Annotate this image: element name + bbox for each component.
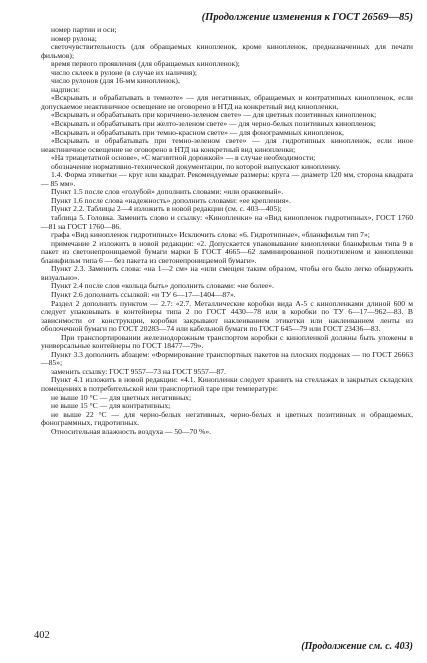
- page-number: 402: [34, 630, 50, 641]
- text-line: номер партии и оси;: [51, 25, 117, 34]
- text-line: Пункт 2.6 дополнить ссылкой: «и ТУ 6—17—1404—87».: [51, 289, 236, 299]
- text-line: графа «Вид кинопленок гидротипных» Исключить слова: «6. Гидротипные», «бланкфильм тип 7»;: [51, 230, 370, 240]
- text-line: число склеек в рулоне (в случае их наличия);: [51, 67, 198, 77]
- text-line: «Вскрывать и обрабатывать при темно-зеленом свете» — для гидротипных кинопленок, если иное неактиничное освещение не оговорено в НТД на конкретный вид кинопленки;: [41, 136, 413, 154]
- text-line: Пункт 4.1 изложить в новой редакции: «4.1. Кинопленки следует хранить на стеллажах в закрытых складских помещениях в потребительской или транспортной таре при температуре:: [41, 375, 413, 393]
- text-line: Пункт 1.5 после слов «голубой» дополнить словами: «или оранжевый».: [51, 187, 284, 197]
- text-line: не выше 15 °С — для контратипных;: [51, 401, 171, 411]
- text-line: Пункт 3.3 дополнить абзацем: «Формирование транспортных пакетов на плоских поддонах — по ГОСТ 26663—85»;: [41, 349, 413, 368]
- continuation-note: (Продолжение см. с. 403): [301, 641, 413, 652]
- text-line: не выше 10 °С — для цветных негативных;: [51, 392, 192, 402]
- text-line: Пункт 2.3. Заменить слова: «на 1—2 см» на «или смещен таким образом, чтобы его было легко обнаружить визуально».: [41, 264, 413, 282]
- text-line: «Вскрывать и обрабатывать при желто-зеленом свете» — для черно-белых позитивных кинопленок;: [51, 119, 376, 129]
- text-line: число рулонов (для 16-мм кинопленок),: [51, 76, 180, 86]
- text-line: При транспортировании железнодорожным транспортом коробки с кинопленкой должны быть уложены в универсальные контейнеры по ГОСТ 18477—79».: [41, 332, 413, 351]
- text-line: «На триацетатной основе», «С магнитной дорожкой» — в случае необходимости;: [51, 153, 316, 163]
- text-line: заменить ссылку: ГОСТ 9557—73 на ГОСТ 9557—87.: [51, 366, 226, 376]
- text-line: Пункт 2.2. Таблицы 2—4 изложить в новой редакции (см. с. 403—405);: [51, 204, 282, 214]
- text-line: Пункт 1.6 после слова «надежность» дополнить словами: «ее крепления».: [51, 195, 291, 205]
- text-line: время первого проявления (для обращаемых кинопленок);: [51, 59, 240, 69]
- text-line: надписи:: [51, 84, 80, 94]
- text-line: Раздел 2 дополнить пунктом — 2.7: «2.7. Металлические коробки вида А-5 с кинопленками длиной 600 м следует упаковывать в контейнеры типа 2 по ГОСТ 4430—78 или в коробки по ТУ 6—17—962—83. В зависимости от конструкции, коробки закрывают наклеиванием этикетки или наклеиванием ленты из оболочечной бумаги по ГОСТ 20283—74 или кабельной бумаги по ГОСТ 645—79 или ГОСТ 23436—83.: [41, 298, 413, 334]
- text-line: не выше 22 °С — для черно-белых негативных, черно-белых и цветных позитивных и обращаемых, фонограммных, гидротипных.: [41, 409, 413, 428]
- page-header: (Продолжение изменения к ГОСТ 26569—85): [201, 12, 413, 23]
- document-body: [41, 26, 413, 436]
- text-line: светочувствительность (для обращаемых кинопленок, кроме кинопленок, предназначенных для печати фильмов);: [41, 42, 413, 60]
- text-line: 1.4. Форма этикетки — круг или квадрат. Рекомендуемые размеры: круга — диаметр 120 мм, сторона квадрата — 85 мм».: [41, 170, 413, 188]
- text-line: номер рулона;: [51, 33, 97, 43]
- text-line: «Вскрывать и обрабатывать в темноте» — для негативных, обращаемых и контратипных кинопленок, если допускаемое неактиничное освещение не оговорено в НТД на конкретный вид кинопленки,: [41, 93, 413, 111]
- text-line: примечание 2 изложить в новой редакции: «2. Допускается упаковывание кинопленки бланкфильм типа 9 в пакет из светонепроницаемой бумаги марки Б ГОСТ 4665—62 ламинированной полиэтиленом и кинопленки бланкфильм типа 6 — без пакета из светонепроницаемой бумаги».: [41, 238, 413, 265]
- text-line: Пункт 2.4 после слов «кольца быть» дополнить словами: «не более».: [51, 281, 274, 291]
- text-line: таблица 5. Головка. Заменить слово и ссылку: «Кинопленки» на «Вид кинопленок гидротипных», ГОСТ 1760—81 на ГОСТ 1760—86.: [41, 213, 413, 231]
- text-line: Относительная влажность воздуха — 50—70 %».: [51, 426, 212, 436]
- text-line: «Вскрывать и обрабатывать при темно-красном свете» — для фонограммных кинопленок,: [51, 127, 344, 137]
- text-line: обозначение нормативно-технической документации, по которой выпускают кинопленку.: [51, 161, 341, 171]
- text-line: «Вскрывать и обрабатывать при коричнево-зеленом свете» — для цветных позитивных кинопленок;: [51, 110, 377, 120]
